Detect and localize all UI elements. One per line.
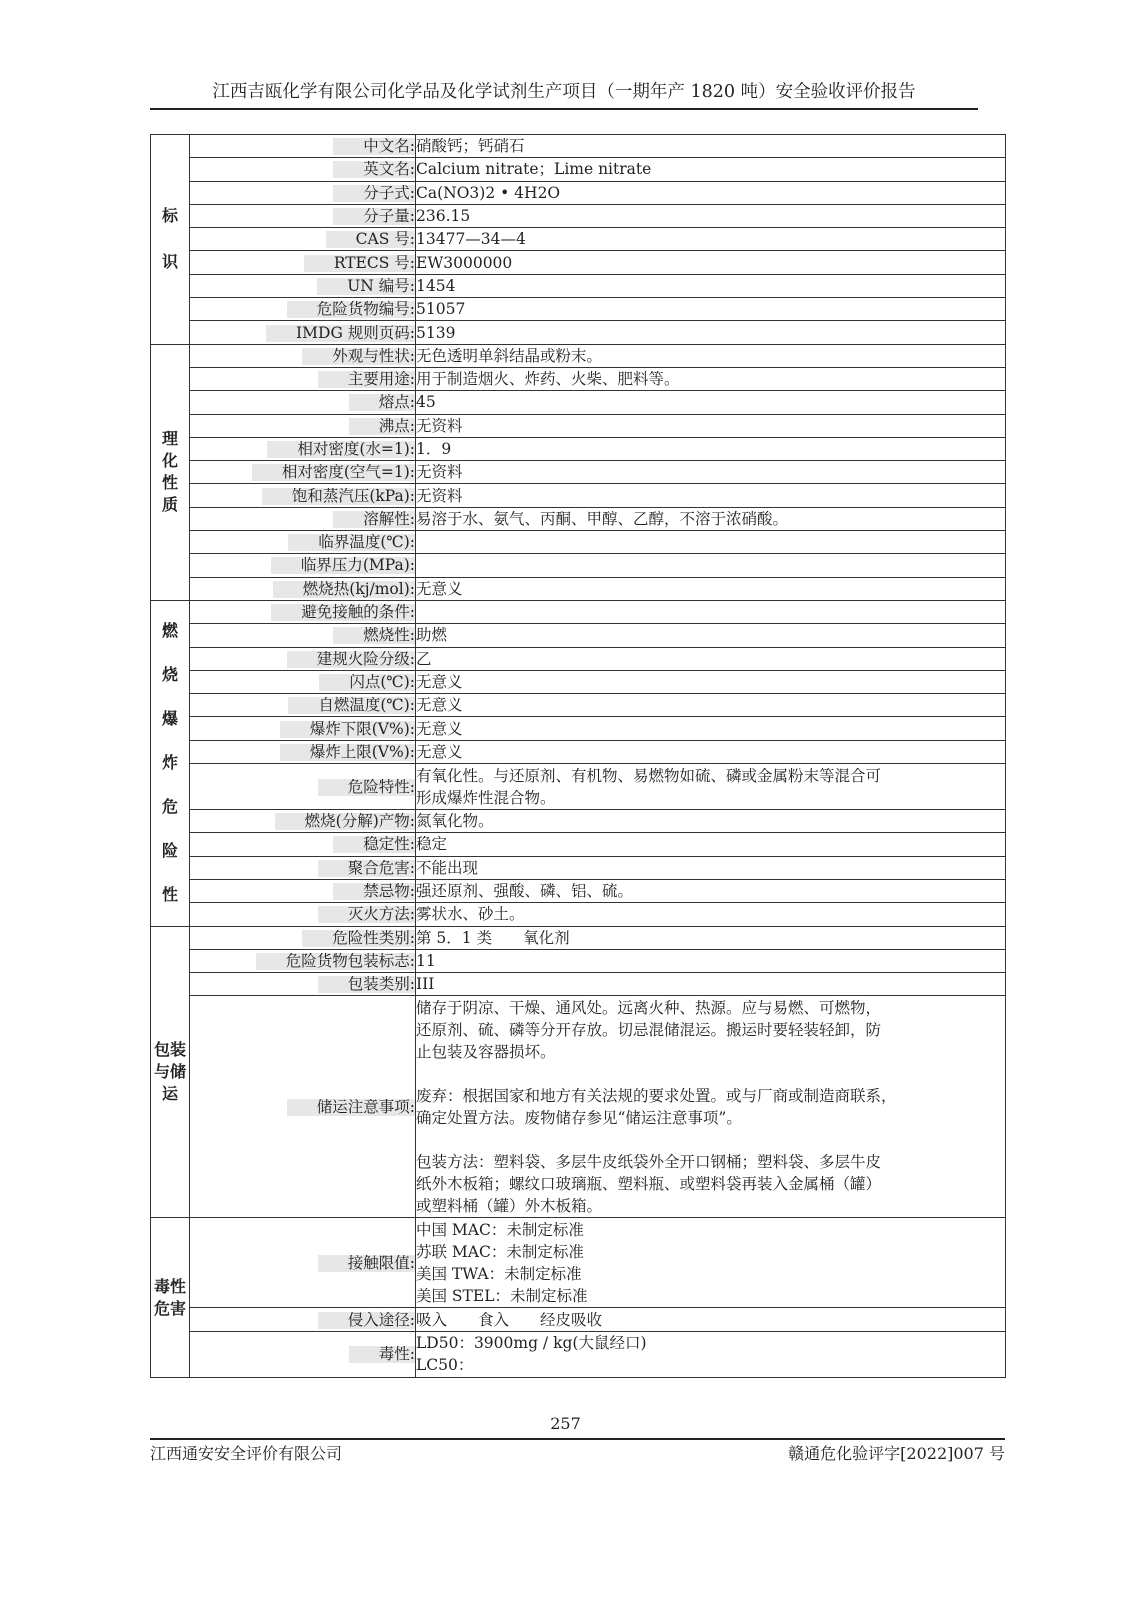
field-label: 外观与性状: (302, 348, 415, 365)
table-row (151, 158, 1006, 181)
category-char: 包装 (153, 1039, 186, 1059)
field-label: 危险货物编号: (287, 301, 415, 318)
field-label: 爆炸下限(V%): (280, 721, 415, 738)
table-row (151, 181, 1006, 204)
value-line: 止包装及容器损坏。 (416, 1042, 556, 1061)
field-value: 11 (416, 949, 1006, 972)
table-row (151, 461, 1006, 484)
field-label: 稳定性: (333, 836, 415, 853)
table-row (151, 414, 1006, 437)
msds-table (150, 134, 1006, 1378)
field-value: 无意义 (416, 670, 1006, 693)
table-row (151, 228, 1006, 251)
table-row (151, 344, 1006, 367)
field-label-cell (190, 764, 416, 810)
field-label: UN 编号: (317, 278, 415, 295)
table-row (151, 1308, 1006, 1331)
field-value (416, 996, 1006, 1218)
field-value: 1454 (416, 274, 1006, 297)
field-label-cell (190, 298, 416, 321)
field-value (416, 531, 1006, 554)
category-char: 性 (161, 885, 178, 905)
value-line: 确定处置方法。废物储存参见“储运注意事项”。 (416, 1108, 742, 1127)
field-label-cell (190, 251, 416, 274)
section-category-packaging (151, 926, 190, 1218)
value-line: 有氧化性。与还原剂、有机物、易燃物如硫、磷或金属粉末等混合可 (416, 766, 882, 785)
field-value: 45 (416, 391, 1006, 414)
field-label: 爆炸上限(V%): (280, 744, 415, 761)
category-char: 与储 (153, 1061, 186, 1081)
field-label: 聚合危害: (318, 860, 415, 877)
field-label-cell (190, 856, 416, 879)
field-value: 易溶于水、氨气、丙酮、甲醇、乙醇，不溶于浓硝酸。 (416, 507, 1006, 530)
table-row (151, 647, 1006, 670)
field-label-cell (190, 833, 416, 856)
field-label-cell (190, 694, 416, 717)
field-value: 乙 (416, 647, 1006, 670)
field-label: 闪点(℃): (319, 674, 415, 691)
field-value (416, 764, 1006, 810)
field-value: 无意义 (416, 577, 1006, 600)
category-char: 爆 (161, 709, 178, 729)
field-label: 相对密度(水=1): (267, 441, 415, 458)
value-line: 或塑料桶（罐）外木板箱。 (416, 1196, 603, 1215)
field-label: CAS 号: (326, 231, 415, 248)
table-row (151, 531, 1006, 554)
table-row (151, 949, 1006, 972)
table-row (151, 717, 1006, 740)
field-label-cell (190, 717, 416, 740)
field-label-cell (190, 367, 416, 390)
field-value (416, 554, 1006, 577)
value-line: 纸外木板箱；螺纹口玻璃瓶、塑料瓶、或塑料袋再装入金属桶（罐） (416, 1174, 882, 1193)
value-line: 储存于阴凉、干燥、通风处。远离火种、热源。应与易燃、可燃物， (416, 998, 882, 1017)
field-label: 灭火方法: (318, 906, 415, 923)
field-label-cell (190, 647, 416, 670)
table-row (151, 670, 1006, 693)
field-label-cell (190, 484, 416, 507)
field-label-cell (190, 903, 416, 926)
field-label-cell (190, 158, 416, 181)
field-value: 无资料 (416, 461, 1006, 484)
footer-company: 江西通安安全评价有限公司 (150, 1444, 343, 1463)
field-value: 助燃 (416, 624, 1006, 647)
field-value: 无色透明单斜结晶或粉末。 (416, 344, 1006, 367)
field-label: 侵入途径: (318, 1312, 415, 1329)
table-row (151, 135, 1006, 158)
field-value: 无意义 (416, 694, 1006, 717)
table-row (151, 1331, 1006, 1377)
table-row (151, 204, 1006, 227)
field-label-cell (190, 879, 416, 902)
field-label-cell (190, 973, 416, 996)
category-char: 性 (161, 473, 178, 493)
value-line: 苏联 MAC：未制定标准 (416, 1242, 584, 1261)
field-value: 用于制造烟火、炸药、火柴、肥料等。 (416, 367, 1006, 390)
table-row (151, 903, 1006, 926)
field-label: 毒性: (349, 1346, 415, 1363)
field-label-cell (190, 670, 416, 693)
field-label-cell (190, 181, 416, 204)
field-value: Calcium nitrate；Lime nitrate (416, 158, 1006, 181)
field-value: 无意义 (416, 717, 1006, 740)
field-value: III (416, 973, 1006, 996)
field-label: 中文名: (333, 138, 415, 155)
field-value (416, 1331, 1006, 1377)
field-label: 禁忌物: (333, 883, 415, 900)
paragraph-gap (416, 1063, 1005, 1085)
section-category-identification (151, 135, 190, 345)
table-row (151, 251, 1006, 274)
field-label-cell (190, 461, 416, 484)
table-row (151, 694, 1006, 717)
field-label-cell (190, 344, 416, 367)
field-label-cell (190, 949, 416, 972)
field-label-cell (190, 1308, 416, 1331)
field-label: IMDG 规则页码: (266, 325, 415, 342)
field-label-cell (190, 437, 416, 460)
field-label: 溶解性: (333, 511, 415, 528)
table-row (151, 764, 1006, 810)
category-char: 识 (161, 252, 178, 272)
table-row (151, 554, 1006, 577)
category-char: 危 (161, 797, 178, 817)
field-label-cell (190, 204, 416, 227)
table-row (151, 437, 1006, 460)
field-label: 包装类别: (318, 976, 415, 993)
field-label-cell (190, 600, 416, 623)
category-char: 毒性 (153, 1276, 186, 1296)
paragraph-gap (416, 1129, 1005, 1151)
field-label: 建规火险分级: (287, 651, 415, 668)
category-char: 化 (161, 451, 178, 471)
field-label: 避免接触的条件: (271, 604, 415, 621)
footer-rule (150, 1438, 1005, 1440)
field-label: 接触限值: (318, 1255, 415, 1272)
field-label-cell (190, 926, 416, 949)
table-row (151, 484, 1006, 507)
field-label-cell (190, 507, 416, 530)
field-label-cell (190, 414, 416, 437)
field-value: 稳定 (416, 833, 1006, 856)
field-value: Ca(NO3)2 • 4H2O (416, 181, 1006, 204)
table-row (151, 367, 1006, 390)
category-char: 危害 (153, 1298, 186, 1318)
category-char: 质 (161, 495, 178, 515)
field-value: 强还原剂、强酸、磷、铝、硫。 (416, 879, 1006, 902)
value-line: 美国 TWA：未制定标准 (416, 1264, 582, 1283)
value-line: 中国 MAC：未制定标准 (416, 1220, 584, 1239)
category-char: 标 (161, 206, 178, 226)
field-label-cell (190, 1331, 416, 1377)
field-label: 主要用途: (318, 371, 415, 388)
category-char: 炸 (161, 753, 178, 773)
field-label-cell (190, 391, 416, 414)
section-category-toxicity (151, 1218, 190, 1377)
field-label: 临界温度(℃): (288, 534, 415, 551)
category-char: 燃 (161, 621, 178, 641)
table-row (151, 996, 1006, 1218)
field-label: 危险特性: (318, 779, 415, 796)
document-header: 江西吉瓯化学有限公司化学品及化学试剂生产项目（一期年产 1820 吨）安全验收评价报告 (212, 82, 916, 102)
field-label: 自燃温度(℃): (288, 697, 415, 714)
field-value: 无意义 (416, 740, 1006, 763)
table-row (151, 298, 1006, 321)
field-label: 分子式: (333, 185, 415, 202)
table-row (151, 926, 1006, 949)
value-line: 形成爆炸性混合物。 (416, 788, 556, 807)
field-label-cell (190, 531, 416, 554)
field-label-cell (190, 135, 416, 158)
field-label-cell (190, 274, 416, 297)
table-row (151, 879, 1006, 902)
field-value: 氮氧化物。 (416, 810, 1006, 833)
field-label: 英文名: (333, 161, 415, 178)
field-value (416, 600, 1006, 623)
field-label-cell (190, 740, 416, 763)
field-label: 燃烧性: (333, 627, 415, 644)
header-rule (150, 108, 978, 110)
value-line: LC50： (416, 1356, 474, 1375)
field-label-cell (190, 624, 416, 647)
page-number: 257 (550, 1414, 581, 1433)
table-row (151, 391, 1006, 414)
category-char: 险 (161, 841, 178, 861)
field-value: 13477—34—4 (416, 228, 1006, 251)
field-value: 第 5．1 类 氧化剂 (416, 926, 1006, 949)
footer-report-number: 赣通危化验评字[2022]007 号 (788, 1444, 1005, 1463)
table-row (151, 973, 1006, 996)
field-label: 临界压力(MPa): (271, 557, 415, 574)
table-row (151, 274, 1006, 297)
table-row (151, 577, 1006, 600)
field-value: 1．9 (416, 437, 1006, 460)
value-line: LD50：3900mg / kg(大鼠经口) (416, 1334, 647, 1353)
table-row (151, 833, 1006, 856)
field-label-cell (190, 554, 416, 577)
table-row (151, 1218, 1006, 1308)
table-row (151, 507, 1006, 530)
table-row (151, 600, 1006, 623)
table-row (151, 624, 1006, 647)
value-line: 美国 STEL：未制定标准 (416, 1286, 588, 1305)
field-label: 熔点: (349, 394, 415, 411)
field-value (416, 1218, 1006, 1308)
field-label-cell (190, 577, 416, 600)
field-label: 相对密度(空气=1): (252, 464, 415, 481)
value-line: 还原剂、硫、磷等分开存放。切忌混储混运。搬运时要轻装轻卸，防 (416, 1020, 882, 1039)
category-char: 运 (161, 1083, 178, 1103)
field-label: 储运注意事项: (287, 1099, 415, 1116)
table-row (151, 740, 1006, 763)
field-value: 吸入 食入 经皮吸收 (416, 1308, 1006, 1331)
field-label: 分子量: (333, 208, 415, 225)
field-value: 236.15 (416, 204, 1006, 227)
value-line: 废弃：根据国家和地方有关法规的要求处置。或与厂商或制造商联系， (416, 1086, 897, 1105)
field-value: 无资料 (416, 484, 1006, 507)
field-value: 不能出现 (416, 856, 1006, 879)
field-value: 无资料 (416, 414, 1006, 437)
field-label: 危险性类别: (302, 930, 415, 947)
field-label: RTECS 号: (304, 255, 415, 272)
field-label: 燃烧(分解)产物: (275, 813, 415, 830)
field-value: 雾状水、砂土。 (416, 903, 1006, 926)
table-row (151, 856, 1006, 879)
field-value: 51057 (416, 298, 1006, 321)
field-label-cell (190, 228, 416, 251)
field-value: 硝酸钙；钙硝石 (416, 135, 1006, 158)
field-label: 沸点: (349, 418, 415, 435)
field-label: 危险货物包装标志: (256, 953, 415, 970)
field-label-cell (190, 1218, 416, 1308)
category-char: 理 (161, 429, 178, 449)
category-char: 烧 (161, 665, 178, 685)
section-category-fire (151, 600, 190, 926)
table-row (151, 321, 1006, 344)
section-category-physical (151, 344, 190, 600)
field-label-cell (190, 810, 416, 833)
table-row (151, 810, 1006, 833)
field-label: 燃烧热(kj/mol): (273, 581, 415, 598)
value-line: 包装方法：塑料袋、多层牛皮纸袋外全开口钢桶；塑料袋、多层牛皮 (416, 1152, 882, 1171)
field-value: EW3000000 (416, 251, 1006, 274)
field-label-cell (190, 996, 416, 1218)
field-label: 饱和蒸汽压(kPa): (262, 488, 415, 505)
field-value: 5139 (416, 321, 1006, 344)
field-label-cell (190, 321, 416, 344)
